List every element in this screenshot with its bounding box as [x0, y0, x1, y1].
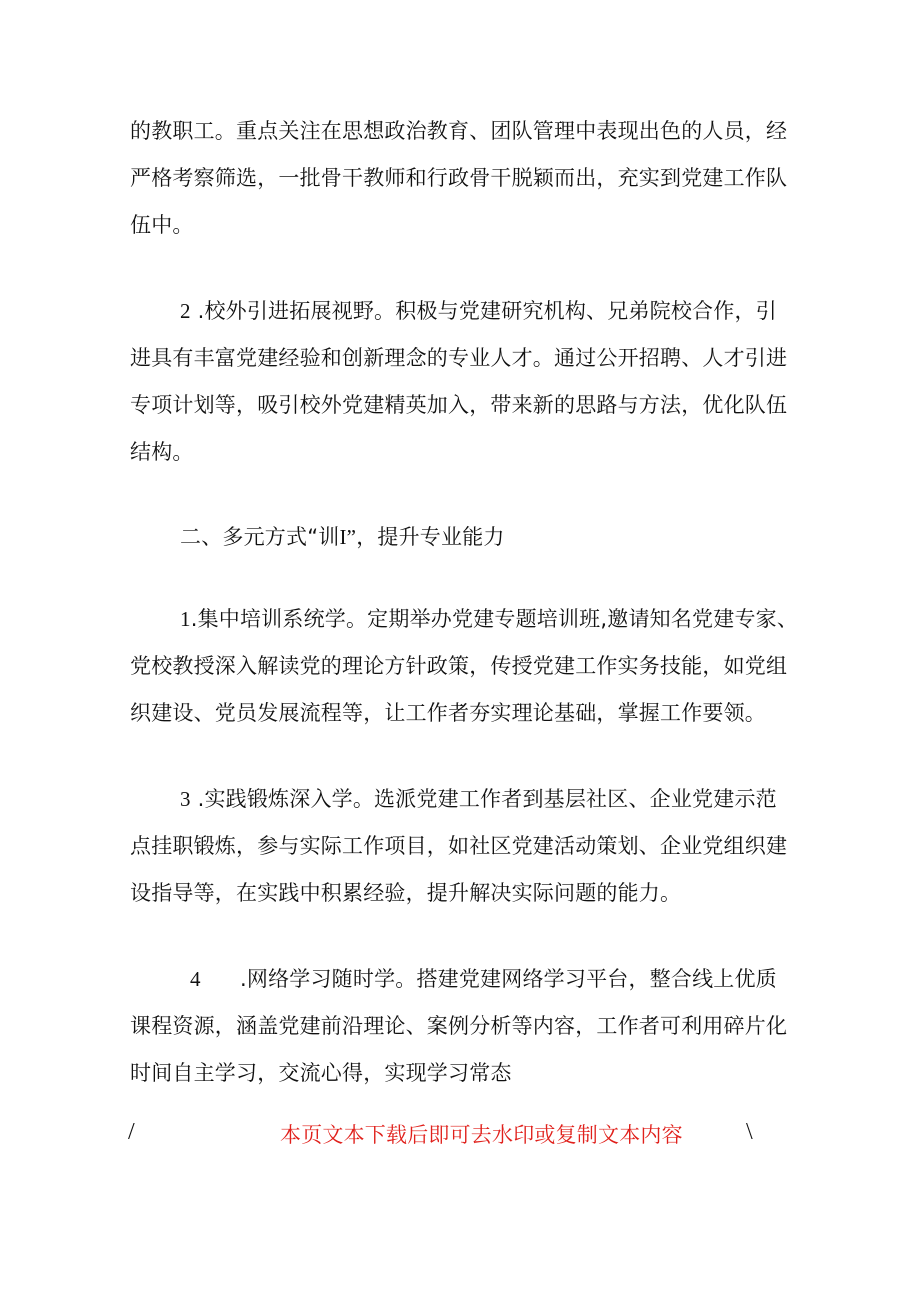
watermark-right-mark: \ [746, 1119, 753, 1145]
item-number: 1 [180, 607, 191, 631]
paragraph-line: 结构。 [130, 440, 194, 464]
paragraph-line: 织建设、党员发展流程等，让工作者夯实理论基础，掌握工作要领。 [130, 701, 766, 725]
watermark-text: 本页文本下载后即可去水印或复制文本内容 [280, 1123, 683, 1147]
paragraph-line: 设指导等，在实践中积累经验，提升解决实际问题的能力。 [130, 881, 682, 905]
item-number: 2 [180, 299, 191, 323]
paragraph-line: 党校教授深入解读党的理论方针政策，传授党建工作实务技能，如党组 [130, 654, 788, 678]
item-number: 3 [180, 787, 191, 811]
paragraph-first-line [130, 956, 810, 1003]
paragraph-3 [130, 596, 810, 737]
item-text: .校外引进拓展视野。积极与党建研究机构、兄弟院校合作，引 [190, 299, 777, 323]
paragraph-first-line [130, 596, 810, 643]
item-text: .网络学习随时学。搭建党建网络学习平台，整合线上优质 [240, 967, 777, 991]
paragraph-line: 严格考察筛选，一批骨干教师和行政骨干脱颖而出，充实到党建工作队 [130, 166, 788, 190]
item-number: 4 [190, 967, 201, 991]
paragraph-2 [130, 288, 810, 476]
paragraph-line: 时间自主学习，交流心得，实现学习常态 [130, 1061, 512, 1085]
paragraph-line: 专项计划等，吸引校外党建精英加入，带来新的思路与方法，优化队伍 [130, 393, 788, 417]
heading-text-tail: I”，提升专业能力 [339, 525, 505, 549]
paragraph-first-line [130, 776, 810, 823]
paragraph-5 [130, 956, 810, 1097]
watermark-banner [0, 1115, 920, 1155]
paragraph-line: 伍中。 [130, 213, 194, 237]
paragraph-1 [130, 108, 810, 249]
item-text: .集中培训系统学。定期举办党建专题培训班,邀请知名党建专家、 [190, 607, 799, 631]
paragraph-line: 的教职工。重点关注在思想政治教育、团队管理中表现出色的人员，经 [130, 119, 788, 143]
heading-text: 二、多元方式“训 [180, 525, 340, 549]
paragraph-line: 进具有丰富党建经验和创新理念的专业人才。通过公开招聘、人才引进 [130, 346, 788, 370]
paragraph-line: 课程资源，涵盖党建前沿理论、案例分析等内容，工作者可利用碎片化 [130, 1014, 788, 1038]
paragraph-first-line [130, 288, 810, 335]
section-heading [130, 514, 810, 561]
watermark-left-mark: / [128, 1119, 135, 1145]
paragraph-4 [130, 776, 810, 917]
paragraph-line: 点挂职锻炼，参与实际工作项目，如社区党建活动策划、企业党组织建 [130, 834, 788, 858]
item-text: .实践锻炼深入学。选派党建工作者到基层社区、企业党建示范 [190, 787, 777, 811]
